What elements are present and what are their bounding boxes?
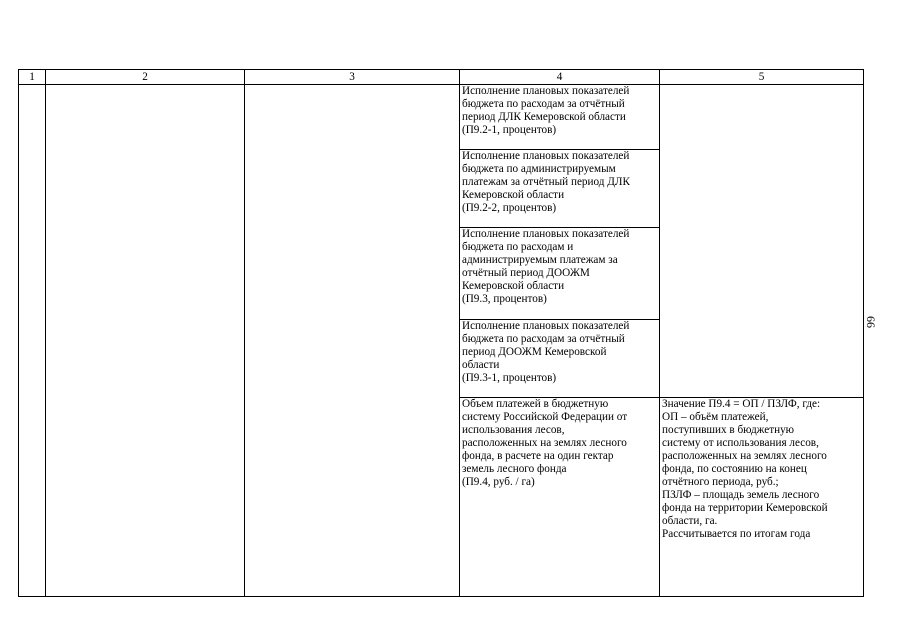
- column-header-3: 3: [245, 70, 460, 85]
- column-header-5: 5: [660, 70, 864, 85]
- indicator-text: Исполнение плановых показателей бюджета по администрируемым платежам за отчётный период ДЛК Кемеровской области (П9.2-2, процентов): [462, 150, 630, 214]
- indicator-text: Исполнение плановых показателей бюджета по расходам за отчётный период ДЛК Кемеровской области (П9.2-1, процентов): [462, 85, 630, 136]
- table-header-row: [19, 70, 864, 85]
- indicator-p9-3: [460, 228, 660, 320]
- column-header-1: 1: [19, 70, 46, 85]
- formula-p9-4: [660, 398, 864, 597]
- cell-col2: [46, 85, 245, 597]
- formula-text: Значение П9.4 = ОП / ПЗЛФ, где: ОП – объём платежей, поступивших в бюджетную систему от использования лесов, расположенных на землях лесного фонда, по состоянию на конец отчётного периода, руб.; ПЗЛФ – площадь земель лесного фонда на территории Кемеровской области, га. Рассчитывается по итогам года: [662, 398, 828, 540]
- indicator-text: Исполнение плановых показателей бюджета по расходам и администрируемым платежам за отчётный период ДООЖМ Кемеровской области (П9.3, процентов): [462, 228, 630, 305]
- column-header-2: 2: [46, 70, 245, 85]
- page-number: 66: [864, 316, 878, 328]
- indicator-p9-2-1: [460, 85, 660, 150]
- indicator-p9-3-1: [460, 320, 660, 398]
- indicator-text: Объем платежей в бюджетную систему Российской Федерации от использования лесов, расположенных на землях лесного фонда, в расчете на один гектар земель лесного фонда (П9.4, руб. / га): [462, 398, 628, 488]
- indicator-p9-4: [460, 398, 660, 597]
- indicator-p9-2-2: [460, 150, 660, 228]
- indicators-table: [18, 69, 864, 597]
- indicator-text: Исполнение плановых показателей бюджета по расходам за отчётный период ДООЖМ Кемеровской области (П9.3-1, процентов): [462, 320, 630, 384]
- table-row: [19, 85, 864, 150]
- formula-cell-empty: [660, 85, 864, 398]
- cell-col3: [245, 85, 460, 597]
- column-header-4: 4: [460, 70, 660, 85]
- cell-col1: [19, 85, 46, 597]
